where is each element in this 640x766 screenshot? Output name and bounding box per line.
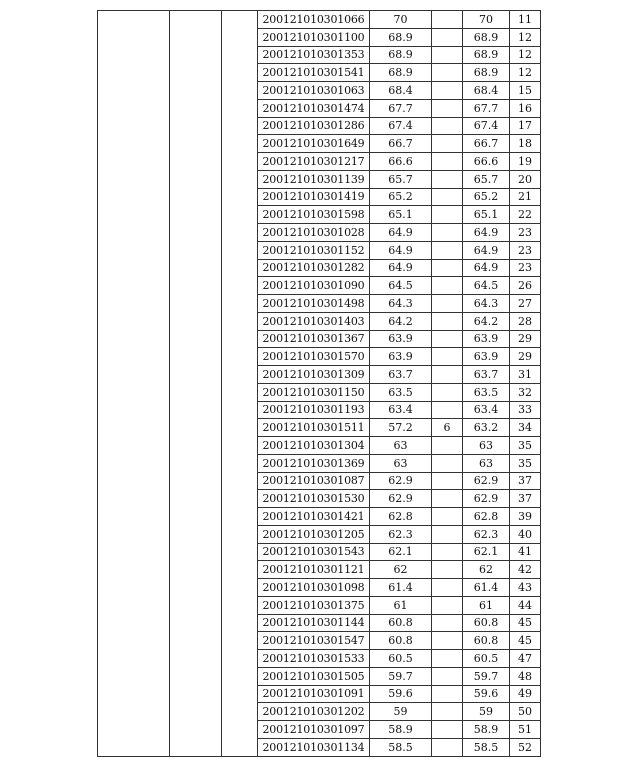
total-cell: 60.8 (463, 632, 510, 650)
score-cell: 67.4 (370, 117, 432, 135)
exam-id-cell: 200121010301543 (258, 543, 370, 561)
bonus-cell (432, 224, 463, 242)
exam-id-cell: 200121010301150 (258, 383, 370, 401)
bonus-cell (432, 117, 463, 135)
score-cell: 66.7 (370, 135, 432, 153)
bonus-cell (432, 685, 463, 703)
score-cell: 68.9 (370, 64, 432, 82)
score-cell: 63 (370, 437, 432, 455)
bonus-cell (432, 454, 463, 472)
total-cell: 68.9 (463, 28, 510, 46)
rank-cell: 16 (510, 99, 541, 117)
rank-cell: 52 (510, 738, 541, 756)
total-cell: 68.9 (463, 64, 510, 82)
rank-cell: 12 (510, 64, 541, 82)
rank-cell: 12 (510, 28, 541, 46)
bonus-cell (432, 667, 463, 685)
total-cell: 64.2 (463, 312, 510, 330)
total-cell: 63 (463, 437, 510, 455)
total-cell: 65.1 (463, 206, 510, 224)
total-cell: 65.7 (463, 170, 510, 188)
rank-cell: 37 (510, 490, 541, 508)
score-cell: 62 (370, 561, 432, 579)
score-cell: 68.9 (370, 28, 432, 46)
total-cell: 63.9 (463, 330, 510, 348)
bonus-cell (432, 472, 463, 490)
score-cell: 63.4 (370, 401, 432, 419)
score-cell: 60.5 (370, 650, 432, 668)
total-cell: 62 (463, 561, 510, 579)
rank-cell: 23 (510, 241, 541, 259)
rank-cell: 40 (510, 525, 541, 543)
rank-cell: 35 (510, 454, 541, 472)
table-row (98, 11, 541, 29)
score-cell: 68.9 (370, 46, 432, 64)
bonus-cell (432, 366, 463, 384)
score-cell: 64.9 (370, 259, 432, 277)
rank-cell: 31 (510, 366, 541, 384)
bonus-cell (432, 437, 463, 455)
exam-id-cell: 200121010301091 (258, 685, 370, 703)
score-cell: 63.9 (370, 348, 432, 366)
score-cell: 62.3 (370, 525, 432, 543)
rank-cell: 19 (510, 153, 541, 171)
bonus-cell (432, 295, 463, 313)
bonus-cell (432, 579, 463, 597)
score-cell: 64.5 (370, 277, 432, 295)
bonus-cell (432, 596, 463, 614)
rank-cell: 45 (510, 632, 541, 650)
rank-cell: 49 (510, 685, 541, 703)
score-cell: 70 (370, 11, 432, 29)
score-cell: 58.9 (370, 721, 432, 739)
bonus-cell (432, 330, 463, 348)
score-cell: 59 (370, 703, 432, 721)
bonus-cell (432, 259, 463, 277)
exam-id-cell: 200121010301286 (258, 117, 370, 135)
rank-cell: 33 (510, 401, 541, 419)
rank-cell: 23 (510, 224, 541, 242)
rank-cell: 18 (510, 135, 541, 153)
exam-id-cell: 200121010301304 (258, 437, 370, 455)
total-cell: 62.3 (463, 525, 510, 543)
exam-id-cell: 200121010301547 (258, 632, 370, 650)
bonus-cell (432, 383, 463, 401)
rank-cell: 20 (510, 170, 541, 188)
total-cell: 63.2 (463, 419, 510, 437)
total-cell: 62.8 (463, 508, 510, 526)
score-cell: 67.7 (370, 99, 432, 117)
blank-col-b (170, 11, 222, 757)
bonus-cell (432, 188, 463, 206)
rank-cell: 23 (510, 259, 541, 277)
exam-id-cell: 200121010301066 (258, 11, 370, 29)
rank-cell: 41 (510, 543, 541, 561)
total-cell: 64.9 (463, 241, 510, 259)
total-cell: 68.9 (463, 46, 510, 64)
total-cell: 61.4 (463, 579, 510, 597)
score-cell: 58.5 (370, 738, 432, 756)
bonus-cell (432, 543, 463, 561)
score-cell: 65.1 (370, 206, 432, 224)
score-cell: 61.4 (370, 579, 432, 597)
total-cell: 62.9 (463, 490, 510, 508)
score-cell: 60.8 (370, 614, 432, 632)
rank-cell: 44 (510, 596, 541, 614)
bonus-cell (432, 277, 463, 295)
rank-cell: 27 (510, 295, 541, 313)
exam-id-cell: 200121010301282 (258, 259, 370, 277)
exam-id-cell: 200121010301474 (258, 99, 370, 117)
bonus-cell (432, 738, 463, 756)
exam-id-cell: 200121010301419 (258, 188, 370, 206)
total-cell: 59 (463, 703, 510, 721)
bonus-cell (432, 721, 463, 739)
score-cell: 64.9 (370, 241, 432, 259)
exam-id-cell: 200121010301134 (258, 738, 370, 756)
score-cell: 62.8 (370, 508, 432, 526)
exam-id-cell: 200121010301152 (258, 241, 370, 259)
total-cell: 59.6 (463, 685, 510, 703)
bonus-cell (432, 11, 463, 29)
rank-cell: 28 (510, 312, 541, 330)
exam-id-cell: 200121010301505 (258, 667, 370, 685)
exam-id-cell: 200121010301139 (258, 170, 370, 188)
total-cell: 63.5 (463, 383, 510, 401)
rank-cell: 21 (510, 188, 541, 206)
exam-id-cell: 200121010301205 (258, 525, 370, 543)
exam-id-cell: 200121010301598 (258, 206, 370, 224)
rank-cell: 32 (510, 383, 541, 401)
score-cell: 62.1 (370, 543, 432, 561)
exam-id-cell: 200121010301144 (258, 614, 370, 632)
total-cell: 64.9 (463, 224, 510, 242)
exam-id-cell: 200121010301193 (258, 401, 370, 419)
bonus-cell (432, 170, 463, 188)
exam-id-cell: 200121010301202 (258, 703, 370, 721)
score-cell: 57.2 (370, 419, 432, 437)
blank-col-c (222, 11, 258, 757)
score-cell: 61 (370, 596, 432, 614)
total-cell: 66.7 (463, 135, 510, 153)
bonus-cell (432, 650, 463, 668)
rank-cell: 48 (510, 667, 541, 685)
total-cell: 63.7 (463, 366, 510, 384)
score-cell: 59.6 (370, 685, 432, 703)
rank-cell: 29 (510, 330, 541, 348)
rank-cell: 37 (510, 472, 541, 490)
score-cell: 63.9 (370, 330, 432, 348)
score-cell: 63.7 (370, 366, 432, 384)
rank-cell: 15 (510, 82, 541, 100)
total-cell: 66.6 (463, 153, 510, 171)
total-cell: 67.7 (463, 99, 510, 117)
total-cell: 64.5 (463, 277, 510, 295)
exam-id-cell: 200121010301098 (258, 579, 370, 597)
rank-cell: 26 (510, 277, 541, 295)
rank-cell: 22 (510, 206, 541, 224)
bonus-cell (432, 241, 463, 259)
exam-id-cell: 200121010301097 (258, 721, 370, 739)
exam-id-cell: 200121010301570 (258, 348, 370, 366)
bonus-cell (432, 28, 463, 46)
exam-id-cell: 200121010301087 (258, 472, 370, 490)
score-cell: 62.9 (370, 490, 432, 508)
total-cell: 61 (463, 596, 510, 614)
rank-cell: 42 (510, 561, 541, 579)
bonus-cell (432, 82, 463, 100)
exam-id-cell: 200121010301353 (258, 46, 370, 64)
exam-id-cell: 200121010301090 (258, 277, 370, 295)
rank-cell: 11 (510, 11, 541, 29)
exam-id-cell: 200121010301541 (258, 64, 370, 82)
bonus-cell (432, 703, 463, 721)
score-cell: 66.6 (370, 153, 432, 171)
exam-id-cell: 200121010301530 (258, 490, 370, 508)
total-cell: 64.9 (463, 259, 510, 277)
total-cell: 65.2 (463, 188, 510, 206)
rank-cell: 17 (510, 117, 541, 135)
exam-id-cell: 200121010301403 (258, 312, 370, 330)
rank-cell: 29 (510, 348, 541, 366)
total-cell: 64.3 (463, 295, 510, 313)
rank-cell: 12 (510, 46, 541, 64)
bonus-cell (432, 46, 463, 64)
bonus-cell (432, 206, 463, 224)
exam-id-cell: 200121010301028 (258, 224, 370, 242)
bonus-cell (432, 153, 463, 171)
exam-id-cell: 200121010301063 (258, 82, 370, 100)
bonus-cell (432, 312, 463, 330)
bonus-cell (432, 632, 463, 650)
rank-cell: 34 (510, 419, 541, 437)
score-table (97, 10, 541, 757)
total-cell: 63.9 (463, 348, 510, 366)
bonus-cell: 6 (432, 419, 463, 437)
score-cell: 60.8 (370, 632, 432, 650)
exam-id-cell: 200121010301121 (258, 561, 370, 579)
exam-id-cell: 200121010301217 (258, 153, 370, 171)
score-cell: 59.7 (370, 667, 432, 685)
total-cell: 58.9 (463, 721, 510, 739)
total-cell: 63 (463, 454, 510, 472)
blank-col-a (98, 11, 170, 757)
exam-id-cell: 200121010301421 (258, 508, 370, 526)
score-cell: 65.2 (370, 188, 432, 206)
bonus-cell (432, 135, 463, 153)
total-cell: 59.7 (463, 667, 510, 685)
exam-id-cell: 200121010301498 (258, 295, 370, 313)
score-cell: 68.4 (370, 82, 432, 100)
bonus-cell (432, 401, 463, 419)
total-cell: 70 (463, 11, 510, 29)
total-cell: 67.4 (463, 117, 510, 135)
exam-id-cell: 200121010301369 (258, 454, 370, 472)
score-cell: 64.9 (370, 224, 432, 242)
bonus-cell (432, 490, 463, 508)
total-cell: 60.8 (463, 614, 510, 632)
bonus-cell (432, 508, 463, 526)
exam-id-cell: 200121010301100 (258, 28, 370, 46)
rank-cell: 45 (510, 614, 541, 632)
score-cell: 63.5 (370, 383, 432, 401)
exam-id-cell: 200121010301375 (258, 596, 370, 614)
total-cell: 68.4 (463, 82, 510, 100)
bonus-cell (432, 614, 463, 632)
bonus-cell (432, 99, 463, 117)
score-cell: 64.2 (370, 312, 432, 330)
bonus-cell (432, 348, 463, 366)
rank-cell: 35 (510, 437, 541, 455)
bonus-cell (432, 64, 463, 82)
rank-cell: 50 (510, 703, 541, 721)
exam-id-cell: 200121010301511 (258, 419, 370, 437)
total-cell: 62.9 (463, 472, 510, 490)
total-cell: 58.5 (463, 738, 510, 756)
rank-cell: 51 (510, 721, 541, 739)
bonus-cell (432, 561, 463, 579)
score-cell: 62.9 (370, 472, 432, 490)
score-cell: 64.3 (370, 295, 432, 313)
exam-id-cell: 200121010301367 (258, 330, 370, 348)
rank-cell: 43 (510, 579, 541, 597)
exam-id-cell: 200121010301309 (258, 366, 370, 384)
exam-id-cell: 200121010301649 (258, 135, 370, 153)
total-cell: 63.4 (463, 401, 510, 419)
total-cell: 62.1 (463, 543, 510, 561)
bonus-cell (432, 525, 463, 543)
rank-cell: 47 (510, 650, 541, 668)
total-cell: 60.5 (463, 650, 510, 668)
exam-id-cell: 200121010301533 (258, 650, 370, 668)
score-cell: 65.7 (370, 170, 432, 188)
rank-cell: 39 (510, 508, 541, 526)
score-cell: 63 (370, 454, 432, 472)
